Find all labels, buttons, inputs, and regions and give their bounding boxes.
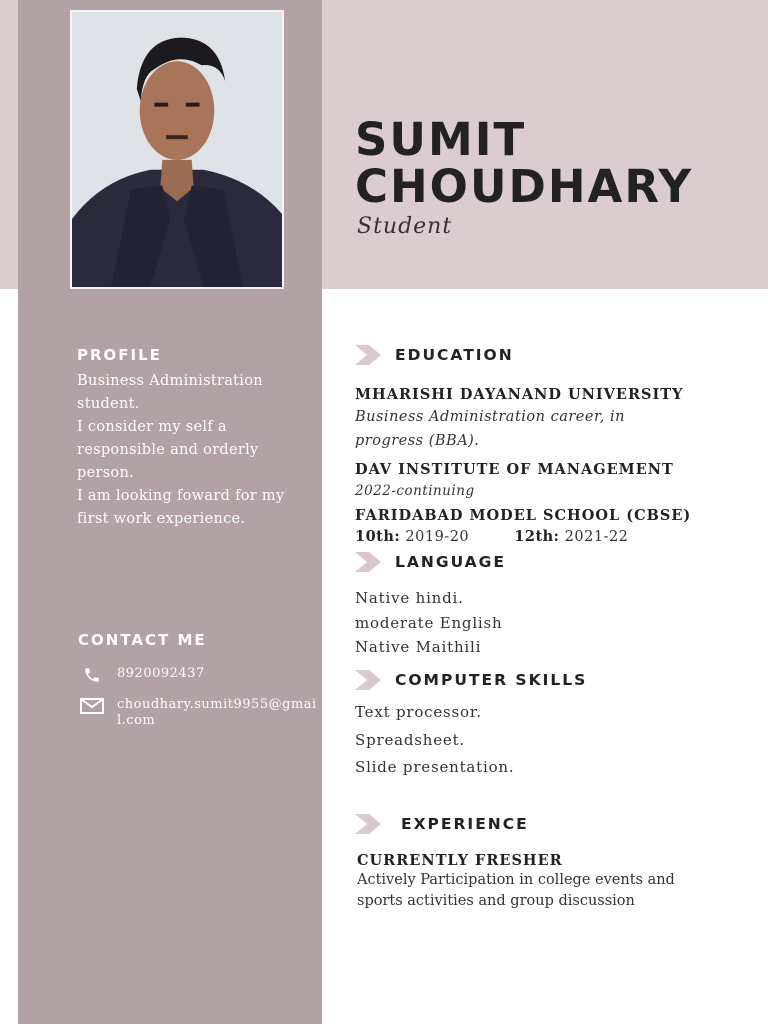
education-school: DAV INSTITUTE OF MANAGEMENT [355, 461, 674, 478]
chevron-icon [355, 552, 381, 572]
language-item: moderate English [355, 614, 503, 632]
profile-photo [70, 10, 284, 289]
email-address[interactable]: choudhary.sumit9955@gmail.com [117, 697, 317, 728]
education-heading [355, 345, 514, 365]
experience-heading-label: EXPERIENCE [401, 815, 529, 833]
language-heading-label: LANGUAGE [395, 553, 506, 571]
grade-12-value: 2021-22 [564, 529, 629, 545]
profile-line: I am looking foward for my first work experience. [77, 488, 285, 527]
skill-item: Spreadsheet. [355, 731, 465, 749]
skill-item: Text processor. [355, 703, 482, 721]
computer-skills-heading [355, 670, 587, 690]
experience-heading [355, 814, 529, 834]
chevron-icon [355, 670, 381, 690]
grade-10-value: 2019-20 [405, 529, 470, 545]
language-heading [355, 552, 506, 572]
grade-12-label: 12th: [514, 528, 560, 545]
chevron-icon [355, 345, 381, 365]
contact-phone-row [80, 666, 322, 684]
grade-row [355, 528, 628, 545]
skill-item: Slide presentation. [355, 758, 515, 776]
person-name [355, 113, 694, 213]
phone-number[interactable]: 8920092437 [117, 666, 205, 681]
mail-icon [80, 697, 104, 715]
profile-heading: PROFILE [77, 346, 162, 364]
experience-title: CURRENTLY FRESHER [357, 852, 563, 869]
contact-heading: CONTACT ME [78, 631, 207, 649]
profile-text [77, 370, 312, 531]
last-name: CHOUDHARY [355, 160, 694, 213]
profile-line: Business Administration student. [77, 373, 263, 412]
job-role: Student [357, 214, 453, 239]
first-name: SUMIT [355, 113, 527, 166]
experience-text: Actively Participation in college events and sports activities and group discussion [357, 872, 675, 909]
profile-line: I consider my self a responsible and orderly person. [77, 419, 259, 481]
grade-10-label: 10th: [355, 528, 401, 545]
education-school: MHARISHI DAYANAND UNIVERSITY [355, 386, 684, 403]
computer-skills-heading-label: COMPUTER SKILLS [395, 671, 588, 689]
education-detail: Business Administration career, in progress (BBA). [355, 409, 625, 449]
phone-icon [80, 666, 104, 684]
education-school: FARIDABAD MODEL SCHOOL (CBSE) [355, 507, 692, 524]
language-item: Native hindi. [355, 589, 464, 607]
contact-email-row [80, 697, 322, 729]
education-heading-label: EDUCATION [395, 346, 514, 364]
language-item: Native Maithili [355, 638, 482, 656]
education-detail: 2022-continuing [355, 483, 475, 499]
chevron-icon [355, 814, 381, 834]
